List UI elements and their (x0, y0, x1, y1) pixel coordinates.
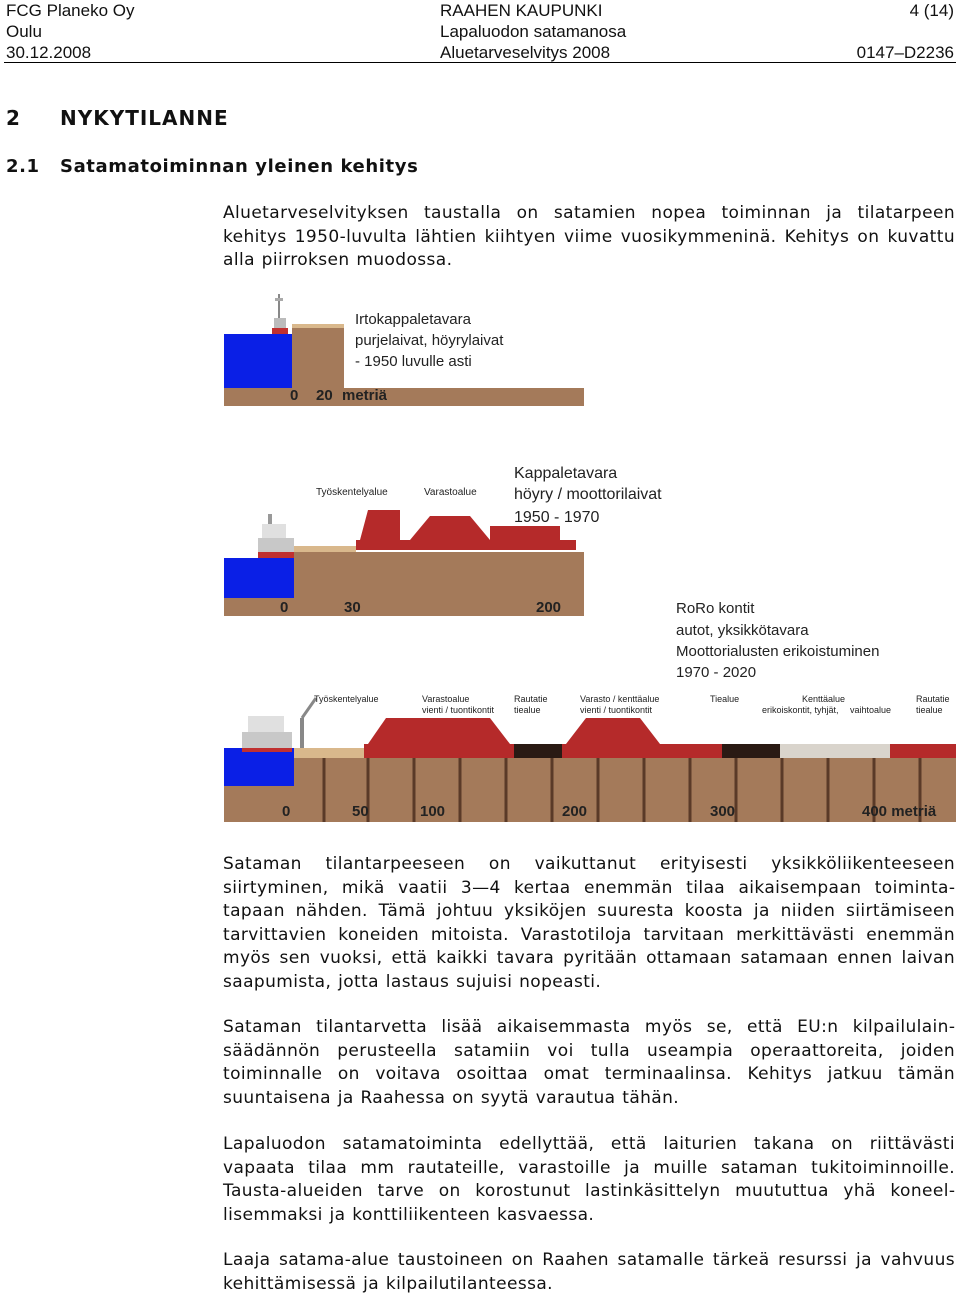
body-paragraph-1: Sataman tilantarpeeseen on vaikuttanut erityisesti yksikköliikenteeseen siirtyminen, mikä vaatii 3—4 kertaa enemmän tilaa aikaisempaan toimintatapaan nähden. Tämä johtuu yksiköjen suuresta koosta ja niiden siirtämiseen tarvittavien koneiden mitoista. Varastotiloja tarvitaan merkittävästi enemmän myös sen vuoksi, että kaikki tavara pyritään ottamaan satamaan ennen laivan saapumista, jotta lastaus sujuisi nopeasti. (223, 854, 955, 992)
panel-1970-2020 (224, 600, 956, 822)
warehouse-base (356, 540, 576, 550)
body-paragraph-2: Sataman tilantarvetta lisää aikaisemmasta myös se, että EU:n kilpailulainsäädännön perusteella satamiin voi tulla useampia operaattoreita, joiden toiminnalle on voitava osoittaa omat terminaalinsa. Kehitys jatkuu tämän suuntaisena ja Raahessa on syytä varautua tähän. (223, 1017, 955, 1108)
panel3-title-2: autot, yksikkötavara (676, 622, 809, 639)
panel1-title-3: - 1950 luvulle asti (355, 353, 472, 370)
exchange-area (890, 744, 956, 758)
section-title: NYKYTILANNE (60, 106, 229, 130)
sailing-ship-icon (272, 294, 288, 334)
panel3-scale-100: 100 (420, 803, 446, 820)
panel3-scale-0: 0 (282, 803, 291, 820)
page-header (0, 0, 960, 64)
panel3-zone-storage-sub: vienti / tuontikontit (422, 705, 495, 715)
section-heading (6, 106, 229, 130)
road-area (722, 744, 780, 758)
section-number: 2 (6, 106, 21, 130)
sea-water (224, 558, 294, 598)
panel3-zone-storage: Varastoalue (422, 694, 470, 704)
panel2-title-3: 1950 - 1970 (514, 509, 600, 526)
subsection-title: Satamatoiminnan yleinen kehitys (60, 156, 419, 177)
panel3-zone-work: Työskentelyalue (314, 694, 379, 704)
panel3-zone-yard-sub: vienti / tuontikontit (580, 705, 653, 715)
document-date: 30.12.2008 (6, 43, 92, 62)
panel1-scale-20: 20 (316, 387, 333, 404)
panel3-scale-300: 300 (710, 803, 736, 820)
client-name: RAAHEN KAUPUNKI (440, 1, 603, 20)
page-number: 4 (14) (909, 1, 954, 20)
warehouse-roof (410, 516, 490, 540)
panel2-scale-30: 30 (344, 599, 361, 616)
panel2-scale-200: 200 (536, 599, 562, 616)
panel2-title-2: höyry / moottorilaivat (514, 486, 662, 503)
panel3-title-4: 1970 - 2020 (676, 664, 757, 681)
panel-1950s (224, 294, 584, 406)
panel3-zone-rail-sub: tiealue (514, 705, 541, 715)
panel2-scale-0: 0 (280, 599, 289, 616)
yard-storage-area (562, 744, 722, 758)
panel1-title-2: purjelaivat, höyrylaivat (355, 332, 504, 349)
panel3-zone-rail: Rautatie (514, 694, 548, 704)
header-rule (4, 62, 956, 63)
panel2-zone-work: Työskentelyalue (316, 487, 388, 498)
ground-strip (224, 388, 584, 406)
panel1-title-1: Irtokappaletavara (355, 311, 471, 328)
panel3-zone-rail2: Rautatie (916, 694, 950, 704)
harbour-development-diagram (220, 288, 960, 828)
panel3-zone-field-sub: erikoiskontit, tyhjät, (762, 705, 839, 715)
company-name: FCG Planeko Oy (6, 1, 135, 20)
panel3-zone-road: Tiealue (710, 694, 740, 704)
intro-paragraph: Aluetarveselvityksen taustalla on satamien nopea toiminnan ja tilatarpeen kehitys 1950-luvulta lähtien kiihtyen viime vuosikymmeninä. Kehitys on kuvattu alla piirroksen muodossa. (223, 203, 955, 270)
panel-1950-1970 (224, 465, 662, 616)
container-warehouse (368, 718, 510, 744)
panel3-scale-50: 50 (352, 803, 369, 820)
crane-icon (300, 698, 316, 748)
sea-water (224, 748, 294, 786)
yard-warehouse (566, 718, 660, 744)
body-paragraph-4: Laaja satama-alue taustoineen on Raahen satamalle tärkeä resurssi ja vahvuus kehittämisessä ja kilpailutilanteessa. (223, 1250, 955, 1294)
warehouse (490, 526, 560, 540)
panel2-title-1: Kappaletavara (514, 465, 618, 482)
document-code: 0147–D2236 (856, 43, 954, 62)
panel1-scale-unit: metriä (342, 387, 388, 404)
subsection-number: 2.1 (6, 156, 40, 177)
city: Oulu (6, 22, 42, 41)
quay-ground (294, 758, 956, 822)
report-title: Aluetarveselvitys 2008 (440, 43, 611, 62)
panel3-zone-exchange: vaihtoalue (850, 705, 892, 715)
field-area (780, 744, 890, 758)
steamship-icon (258, 514, 294, 558)
ro-ro-ship-icon (242, 716, 292, 752)
railway-road-area (514, 744, 562, 758)
panel3-zone-yard: Varasto / kenttäalue (580, 694, 660, 704)
panel3-zone-rail2-sub: tiealue (916, 705, 943, 715)
panel1-scale-0: 0 (290, 387, 299, 404)
harbour-development-figure (220, 288, 960, 828)
panel3-scale-200: 200 (562, 803, 588, 820)
panel3-title-1: RoRo kontit (676, 600, 755, 617)
panel3-scale-400: 400 metriä (862, 803, 937, 820)
panel3-title-3: Moottorialusten erikoistuminen (676, 643, 880, 660)
subsection-heading (6, 156, 418, 177)
area-name: Lapaluodon satamanosa (440, 22, 627, 41)
panel3-zone-field: Kenttäalue (802, 694, 846, 704)
body-paragraph-3: Lapaluodon satamatoiminta edellyttää, että laiturien takana on riittävästi vapaata tilaa mm rautateille, varastoille ja muille sataman tukitoiminnoille. Tausta-alueiden tarve on korostunut lastinkäsittelyn muututtua yhä koneellisemmaksi ja konttiliikenteen kasvaessa. (223, 1134, 955, 1225)
panel2-zone-storage: Varastoalue (424, 487, 477, 498)
container-storage-area (364, 744, 514, 758)
crane-building (360, 510, 400, 540)
